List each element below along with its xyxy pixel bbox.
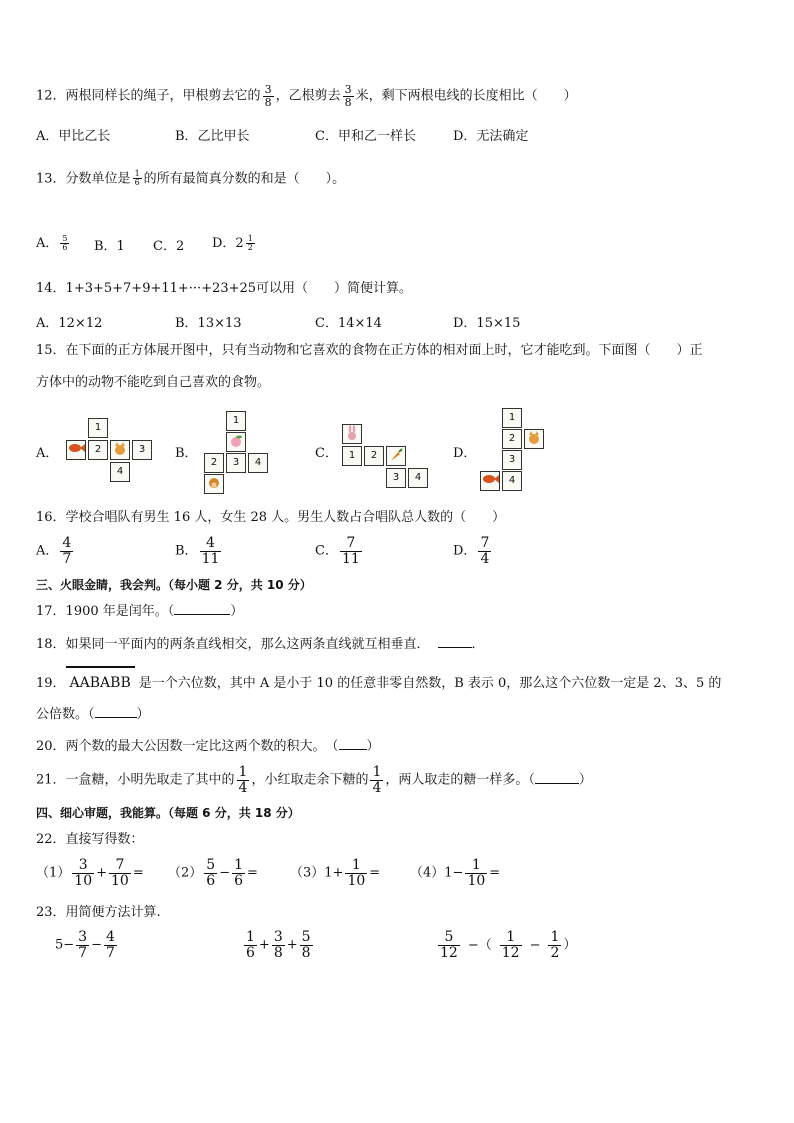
net-cell: 2 [204, 453, 224, 473]
peach-icon [228, 433, 244, 449]
operator: + [96, 865, 108, 881]
operator: − [219, 865, 231, 881]
denominator: 10 [347, 872, 366, 889]
option-c[interactable]: C．甲和乙一样长 [315, 129, 416, 144]
denominator: 10 [111, 872, 129, 889]
net-cell: 1 [88, 418, 108, 438]
section-4-heading: 四、细心审题，我能算。（每题 6 分，共 18 分） [36, 806, 300, 820]
equals: = [247, 865, 258, 881]
numerator: 5 [62, 233, 68, 243]
denominator: 12 [501, 944, 520, 961]
question-12 [36, 84, 577, 108]
option-a[interactable] [36, 536, 75, 566]
bracket-close: ） [230, 604, 244, 619]
numerator: 5 [206, 857, 216, 873]
item-label: （3）1+ [290, 865, 344, 881]
operator: + [258, 937, 270, 953]
fraction [465, 858, 487, 888]
net-cell: 4 [110, 462, 130, 482]
fraction [548, 930, 561, 960]
numerator: 1 [550, 929, 560, 945]
option-b[interactable]: B． [175, 446, 198, 461]
net-cell: 4 [248, 453, 268, 473]
question-text: ，两人取走的糖一样多。（ [385, 772, 535, 788]
question-text: ，小红取走余下糖的 [251, 772, 369, 788]
rabbit-icon [345, 425, 359, 441]
numerator: 3 [344, 83, 352, 96]
fraction [263, 84, 274, 108]
question-16: 16．学校合唱队有男生 16 人，女生 28 人。男生人数占合唱队总人数的（ ） [36, 510, 506, 525]
question-number: 13． [36, 171, 66, 187]
fraction [104, 930, 117, 960]
denominator: 8 [273, 944, 283, 961]
expression-1 [36, 858, 144, 888]
equals: = [369, 865, 381, 881]
fraction [60, 536, 73, 566]
answer-blank[interactable] [174, 614, 230, 615]
option-a[interactable]: A．甲比乙长 [36, 129, 111, 144]
fraction [272, 930, 285, 960]
option-a[interactable] [36, 232, 71, 252]
item-label: （4）1− [410, 865, 464, 881]
item-label: （2） [168, 865, 203, 881]
fraction [246, 235, 255, 253]
option-c[interactable]: C． [315, 446, 338, 461]
cube-net-a [66, 418, 152, 484]
cube-net-b [204, 411, 270, 495]
net-cell-animal [110, 440, 130, 460]
net-cell-food [480, 471, 500, 491]
question-text: 17．1900 年是闰年。（ [36, 604, 175, 619]
question-20 [36, 739, 380, 756]
numerator: 1 [471, 857, 481, 873]
option-label: A． [36, 543, 59, 559]
answer-blank[interactable] [438, 647, 472, 648]
numerator: 1 [238, 764, 248, 780]
denominator: 6 [206, 872, 216, 889]
expression-1 [55, 930, 119, 960]
fraction [133, 170, 142, 188]
denominator: 4 [238, 779, 248, 796]
question-15-line2: 方体中的动物不能吃到自己喜欢的食物。 [36, 375, 271, 390]
question-text: 是一个六位数，其中 A 是小于 10 的任意非零自然数，B 表示 0，那么这个六位数一定是 2、3、5 的 [138, 676, 722, 691]
question-19 [36, 666, 721, 693]
question-19-line2 [36, 707, 150, 724]
option-c[interactable]: C．2 [153, 239, 185, 254]
net-cell: 1 [226, 411, 246, 431]
option-d[interactable]: D．无法确定 [453, 129, 529, 144]
option-b[interactable]: B．乙比甲长 [175, 129, 250, 144]
fraction [340, 536, 362, 566]
option-d[interactable]: D． [453, 446, 477, 461]
denominator: 6 [246, 944, 255, 961]
net-cell-food [386, 446, 406, 466]
net-cell: 3 [132, 440, 152, 460]
expression-2 [242, 930, 315, 960]
fraction [244, 930, 257, 960]
net-cell-animal [66, 440, 86, 460]
option-label: D． [453, 543, 477, 559]
option-label: D．2 [212, 236, 244, 251]
option-d[interactable] [212, 232, 257, 252]
numerator: 5 [301, 929, 311, 945]
fraction [500, 930, 522, 960]
overline-number: AABABB [66, 666, 135, 692]
numerator: 3 [78, 929, 88, 945]
denominator: 12 [440, 944, 458, 961]
option-label: A． [36, 236, 59, 251]
question-text: 20．两个数的最大公因数一定比这两个数的积大。 （ [36, 739, 339, 754]
net-cell: 2 [88, 440, 108, 460]
denominator: 2 [550, 944, 560, 961]
question-text: 分数单位是 [65, 171, 131, 187]
equals: = [132, 865, 144, 881]
bracket-close: ） [563, 937, 577, 953]
question-text: 米，剩下两根电线的长度相比（ ） [355, 88, 577, 104]
denominator: 7 [62, 550, 72, 567]
section-3-heading: 三、火眼金睛，我会判。（每小题 2 分，共 10 分） [36, 578, 312, 592]
fraction [232, 858, 245, 888]
option-a[interactable]: A． [36, 446, 59, 461]
numerator: 1 [351, 857, 361, 873]
numerator: 1 [246, 929, 255, 945]
denominator: 6 [134, 178, 140, 188]
question-text: 两根同样长的绳子，甲根剪去它的 [65, 88, 261, 104]
numerator: 7 [346, 535, 356, 551]
numerator: 3 [264, 83, 272, 96]
question-text: 的所有最简真分数的和是（ ）。 [143, 171, 346, 187]
monkey-icon [206, 475, 222, 491]
carrot-icon [388, 447, 404, 463]
numerator: 7 [115, 857, 125, 873]
net-cell-food [226, 432, 246, 452]
fraction [370, 765, 383, 795]
operator: + [286, 937, 298, 953]
numerator: 4 [206, 535, 215, 551]
denominator: 6 [62, 243, 68, 252]
cube-net-d [480, 408, 546, 492]
net-cell: 3 [386, 468, 406, 488]
numerator: 4 [106, 929, 115, 945]
net-cell: 2 [364, 446, 384, 466]
fraction [204, 858, 217, 888]
denominator: 8 [344, 95, 352, 109]
numerator: 7 [480, 535, 490, 551]
question-23: 23．用简便方法计算. [36, 905, 161, 920]
operand: 5− [55, 937, 75, 953]
question-text: 21．一盒糖，小明先取走了其中的 [36, 772, 235, 788]
answer-blank[interactable] [339, 749, 367, 750]
cube-net-c [342, 424, 428, 488]
fraction [345, 858, 367, 888]
denominator: 7 [106, 944, 115, 961]
net-cell: 1 [502, 408, 522, 428]
question-21 [36, 765, 592, 795]
option-d[interactable] [453, 536, 493, 566]
fish-icon [481, 472, 499, 486]
net-cell: 3 [226, 453, 246, 473]
answer-blank[interactable] [95, 717, 137, 718]
fraction [343, 84, 354, 108]
net-cell: 1 [342, 446, 362, 466]
operator: − [91, 937, 102, 953]
question-13 [36, 170, 345, 188]
option-b[interactable] [175, 536, 223, 566]
denominator: 8 [264, 95, 272, 109]
denominator: 10 [74, 872, 93, 889]
cat-icon [112, 441, 128, 457]
option-b[interactable]: B．13×13 [175, 316, 242, 331]
question-text: 18．如果同一平面内的两条直线相交，那么这两条直线就互相垂直． [36, 637, 430, 652]
question-18 [36, 637, 485, 654]
expression-3 [290, 858, 380, 888]
denominator: 4 [480, 550, 490, 567]
fraction [300, 930, 313, 960]
answer-blank[interactable] [535, 783, 579, 784]
option-label: C． [315, 543, 338, 559]
numerator: 3 [273, 929, 283, 945]
net-cell-animal [342, 424, 362, 444]
fraction [200, 536, 222, 566]
option-c[interactable]: C．14×14 [315, 316, 382, 331]
numerator: 1 [506, 929, 516, 945]
expression-4 [410, 858, 500, 888]
fraction [76, 930, 89, 960]
period: ． [471, 637, 485, 652]
fraction [109, 858, 131, 888]
question-text: 公倍数。（ [36, 707, 95, 722]
numerator: 4 [62, 535, 72, 551]
equals: = [489, 865, 501, 881]
fraction [438, 930, 460, 960]
denominator: 2 [247, 243, 253, 252]
question-15-line1: 15．在下面的正方体展开图中，只有当动物和它喜欢的食物在正方体的相对面上时，它才能吃到。下面图（ ）正 [36, 343, 703, 358]
fish-icon [67, 441, 85, 455]
denominator: 8 [301, 944, 311, 961]
fraction [478, 536, 491, 566]
net-cell: 2 [502, 429, 522, 449]
numerator: 1 [372, 764, 382, 780]
net-cell: 3 [502, 450, 522, 470]
denominator: 11 [201, 550, 220, 567]
fraction [60, 235, 69, 253]
question-17 [36, 604, 243, 621]
option-a[interactable]: A．12×12 [36, 316, 103, 331]
option-b[interactable]: B．1 [94, 239, 125, 254]
question-number: 12． [36, 88, 66, 104]
cat-icon [526, 430, 542, 446]
expression-3 [436, 930, 576, 960]
net-cell: 4 [408, 468, 428, 488]
denominator: 10 [467, 872, 486, 889]
question-number: 19． [36, 676, 66, 691]
question-22: 22．直接写得数： [36, 832, 144, 847]
bracket-close: ） [136, 707, 150, 722]
net-cell: 4 [502, 471, 522, 491]
numerator: 1 [247, 233, 253, 243]
question-14: 14．1+3+5+7+9+11+···+23+25可以用（ ）简便计算。 [36, 281, 413, 296]
expression-2 [168, 858, 258, 888]
net-cell-animal [524, 429, 544, 449]
denominator: 7 [78, 944, 88, 961]
denominator: 4 [372, 779, 382, 796]
numerator: 1 [134, 169, 140, 178]
numerator: 3 [78, 857, 88, 873]
option-label: B． [175, 543, 198, 559]
operator: − [529, 937, 541, 953]
numerator: 1 [234, 857, 244, 873]
operator: −（ [467, 937, 492, 953]
item-label: （1） [36, 865, 71, 881]
numerator: 5 [444, 929, 454, 945]
option-d[interactable]: D．15×15 [453, 316, 521, 331]
option-c[interactable] [315, 536, 364, 566]
question-text: ，乙根剪去 [275, 88, 341, 104]
bracket-close: ） [366, 739, 380, 754]
fraction [237, 765, 250, 795]
net-cell-animal [204, 474, 224, 494]
denominator: 11 [341, 550, 360, 567]
denominator: 6 [234, 872, 244, 889]
bracket-close: ） [578, 772, 592, 788]
fraction [72, 858, 94, 888]
